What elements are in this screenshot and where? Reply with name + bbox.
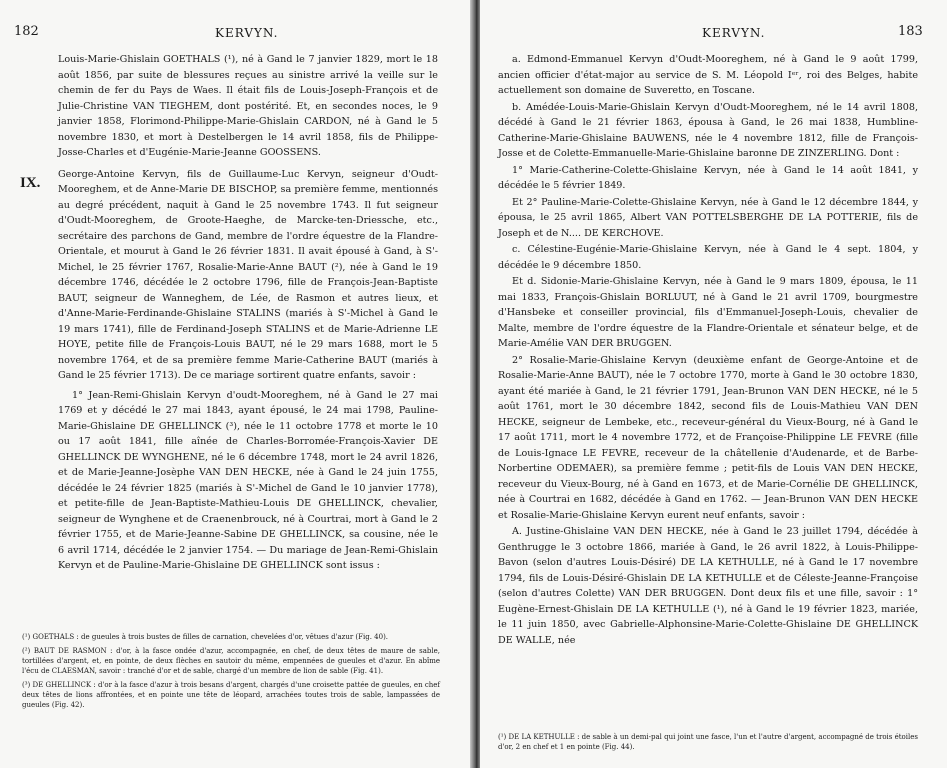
page-number: 183	[898, 24, 923, 39]
generation-numeral: IX.	[20, 175, 41, 191]
right-page	[480, 0, 947, 768]
paragraph: Louis-Marie-Ghislain GOETHALS (¹), né à Gand le 7 janvier 1829, mort le 18 août 1856, par suite de blessures reçues au sinistre arrivé la veille sur le chemin de fer du Pays de Waes. Il était fils de Louis-Joseph-François et de Julie-Christine VAN TIEGHEM, dont postérité. Et, en secondes noces, le 9 janvier 1858, Florimond-Philippe-Marie-Ghislain CARDON, né à Gand le 5 novembre 1830, et mort à Destelbergen le 14 avril 1858, fils de Philippe-Josse-Charles et d'Eugénie-Marie-Jeanne GOOSSENS.	[58, 54, 438, 158]
running-header: KERVYN.	[702, 26, 766, 40]
footnote: (³) DE GHELLINCK : d'or à la fasce d'azur à trois besans d'argent, chargés d'une croisette pattée de gueules, en chef deux têtes de lions affrontées, et en pointe une tête de léopard, arrachées toutes trois de sable, lampassées de gueules (Fig. 42).	[22, 681, 440, 709]
paragraph: b. Amédée-Louis-Marie-Ghislain Kervyn d'Oudt-Mooreghem, né le 14 avril 1808, décédé à Gand le 21 février 1863, épousa à Gand, le 26 mai 1838, Humbline-Catherine-Marie-Ghislaine BAUWENS, née le 4 novembre 1812, fille de François-Josse et de Colette-Emmanuelle-Marie-Ghislaine baronne DE ZINZERLING. Dont :	[498, 101, 918, 159]
paragraph: George-Antoine Kervyn, fils de Guillaume-Luc Kervyn, seigneur d'Oudt-Mooreghem, et de Anne-Marie DE BISCHOP, sa première femme, mentionnés au degré précédent, naquit à Gand le 25 novembre 1743. Il fut seigneur d'Oudt-Mooreghem, de Groote-Haeghe, de Marcke-ten-Driessche, etc., secrétaire des parchons de Gand, membre de l'ordre équestre de la Flandre-Orientale, et mourut à Gand le 26 février 1831. Il avait épousé à Gand, à S'-Michel, le 25 février 1767, Rosalie-Marie-Anne BAUT (²), née à Gand le 19 décembre 1746, décédée le 2 octobre 1796, fille de François-Jean-Baptiste BAUT, seigneur de Wanneghem, de Lée, de Rasmon et autres lieux, et d'Anne-Marie-Ferdinande-Ghislaine STALINS (mariés à S'-Michel à Gand le 19 mars 1741), fille de Ferdinand-Joseph STALINS et de Marie-Adrienne LE HOYE, petite fille de François-Louis BAUT, né le 29 mars 1688, mort le 5 novembre 1764, et de sa première femme Marie-Catherine BAUT (mariés à Gand le 25 février 1713). De ce mariage sortirent quatre enfants, savoir :	[58, 168, 438, 381]
paragraph: Et 2° Pauline-Marie-Colette-Ghislaine Kervyn, née à Gand le 12 décembre 1844, y épousa, le 25 avril 1865, Albert VAN POTTELSBERGHE DE LA POTTERIE, fils de Joseph et de N.... DE KERCHOVE.	[498, 196, 918, 239]
footnote: (²) BAUT DE RASMON : d'or, à la fasce ondée d'azur, accompagnée, en chef, de deux têtes de maure de sable, tortillées d'argent, et, en pointe, de deux flèches en sautoir du même, empennées de gueules et d'azur. En abîme l'écu de CLAESMAN, savoir : tranché d'or et de sable, chargé d'un membre de lion de sable (Fig. 41).	[22, 647, 440, 675]
page-number: 182	[14, 24, 39, 39]
running-header: KERVYN.	[215, 26, 279, 40]
page-body	[58, 52, 438, 575]
page-body	[498, 52, 918, 649]
paragraph: A. Justine-Ghislaine VAN DEN HECKE, née à Gand le 23 juillet 1794, décédée à Genthrugge le 3 octobre 1866, mariée à Gand, le 26 avril 1822, à Louis-Philippe-Bavon (selon d'autres Louis-Désiré) DE LA KETHULLE, né à Gand le 17 novembre 1794, fils de Louis-Désiré-Ghislain DE LA KETHULLE et de Céleste-Jeanne-Françoise (selon d'autres Colette) VAN DER BRUGGEN. Dont deux fils et une fille, savoir : 1° Eugène-Ernest-Ghislain DE LA KETHULLE (¹), né à Gand le 19 février 1823, mariée, le 11 juin 1850, avec Gabrielle-Alphonsine-Marie-Colette-Ghislaine DE GHELLINCK DE WALLE, née	[498, 526, 918, 646]
paragraph: 1° Marie-Catherine-Colette-Ghislaine Kervyn, née à Gand le 14 août 1841, y décédée le 5 février 1849.	[498, 164, 918, 191]
paragraph: c. Célestine-Eugénie-Marie-Ghislaine Kervyn, née à Gand le 4 sept. 1804, y décédée le 9 décembre 1850.	[498, 244, 918, 271]
footnote: (¹) DE LA KETHULLE : de sable à un demi-pal qui joint une fasce, l'un et l'autre d'argent, accompagné de trois étoiles d'or, 2 en chef et 1 en pointe (Fig. 44).	[498, 733, 918, 751]
paragraph: a. Edmond-Emmanuel Kervyn d'Oudt-Mooreghem, né à Gand le 9 août 1799, ancien officier d'état-major au service de S. M. Léopold Iᵉʳ, roi des Belges, habite actuellement son domaine de Suveretto, en Toscane.	[498, 54, 918, 96]
left-page	[0, 0, 472, 768]
footnote: (¹) GOETHALS : de gueules à trois bustes de filles de carnation, chevelées d'or, vêtues d'azur (Fig. 40).	[22, 633, 389, 641]
paragraph: 2° Rosalie-Marie-Ghislaine Kervyn (deuxième enfant de George-Antoine et de Rosalie-Marie-Anne BAUT), née le 7 octobre 1770, morte à Gand le 30 octobre 1830, ayant été mariée à Gand, le 21 février 1791, Jean-Brunon VAN DEN HECKE, né le 5 août 1761, mort le 30 décembre 1842, second fils de Louis-Mathieu VAN DEN HECKE, seigneur de Lembeke, etc., receveur-général du Vieux-Bourg, né à Gand le 17 août 1711, mort le 4 novembre 1772, et de Françoise-Philippine LE FEVRE (fille de Louis-Ignace LE FEVRE, receveur de la châtellenie d'Audenarde, et de Barbe-Norbertine ODEMAER), sa première femme ; petit-fils de Louis VAN DEN HECKE, receveur du Vieux-Bourg, né à Gand en 1673, et de Marie-Cornélie DE GHELLINCK, née à Courtrai en 1682, décédée à Gand en 1762. — Jean-Brunon VAN DEN HECKE et Rosalie-Marie-Ghislaine Kervyn eurent neuf enfants, savoir :	[498, 354, 918, 521]
paragraph: 1° Jean-Remi-Ghislain Kervyn d'oudt-Mooreghem, né à Gand le 27 mai 1769 et y décédé le 27 mai 1843, ayant épousé, le 24 mai 1798, Pauline-Marie-Ghislaine DE GHELLINCK (³), née le 11 octobre 1778 et morte le 10 ou 17 août 1841, fille aînée de Charles-Borromée-François-Xavier DE GHELLINCK DE WYNGHENE, né le 6 décembre 1748, mort le 24 avril 1826, et de Marie-Jeanne-Josèphe VAN DEN HECKE, née à Gand le 24 juin 1755, décédée le 24 février 1825 (mariés à S'-Michel de Gand le 10 janvier 1778), et petite-fille de Jean-Baptiste-Mathieu-Louis DE GHELLINCK, chevalier, seigneur de Wynghene et de Craenenbrouck, né à Courtrai, mort à Gand le 2 février 1755, et de Marie-Jeanne-Sabine DE GHELLINCK, sa cousine, née le 6 avril 1714, décédée le 2 janvier 1754. — Du mariage de Jean-Remi-Ghislain Kervyn et de Pauline-Marie-Ghislaine DE GHELLINCK sont issus :	[58, 389, 438, 571]
footnotes	[22, 632, 440, 714]
paragraph: Et d. Sidonie-Marie-Ghislaine Kervyn, née à Gand le 9 mars 1809, épousa, le 11 mai 1833, François-Ghislain BORLUUT, né à Gand le 21 avril 1709, bourgmestre d'Hansbeke et conseiller provincial, fils d'Emmanuel-Joseph-Louis, chevalier de Malte, membre de l'ordre équestre de la Flandre-Orientale et sénateur belge, et de Marie-Amélie VAN DER BRUGGEN.	[498, 276, 918, 349]
footnotes	[498, 732, 918, 756]
